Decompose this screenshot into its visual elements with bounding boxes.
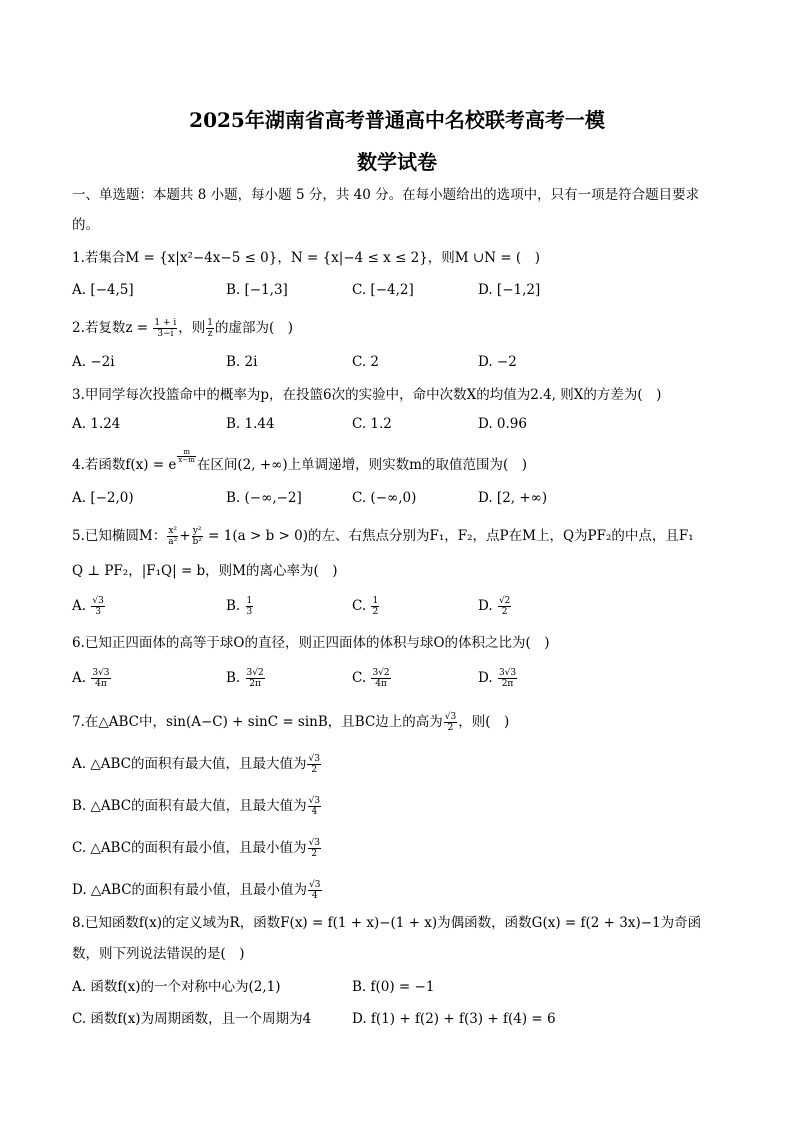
q2-option-c: C. 2 [352, 354, 380, 370]
q6-c-fraction [371, 668, 390, 689]
q7-h-den: 2 [447, 723, 454, 733]
q4-exponent [177, 449, 195, 464]
q8-option-b: B. f(0) = −1 [352, 979, 435, 995]
q6-option-b [226, 668, 266, 689]
q3-option-c: C. 1.2 [352, 416, 392, 432]
question-3-stem: 3.甲同学每次投篮命中的概率为p，在投篮6次的实验中，命中次数X的均值为2.4, 则X的方差为( ) [72, 387, 662, 403]
q2-stem-pre: 2.若复数z = [72, 320, 153, 336]
q7-a-text: A. △ABC的面积有最大值，且最大值为 [72, 756, 307, 772]
question-4-stem [72, 448, 527, 474]
question-2-stem [72, 318, 293, 339]
q3-option-d: D. 0.96 [478, 416, 527, 432]
q5-c-label: C. [352, 598, 367, 614]
q7-option-d [72, 880, 323, 901]
q4-option-d: D. [2, +∞) [478, 490, 548, 506]
q5-x-den: a² [168, 537, 178, 547]
question-6-stem: 6.已知正四面体的高等于球O的直径，则正四面体的体积与球O的体积之比为( ) [72, 635, 550, 651]
q7-stem-pre: 7.在△ABC中，sin(A−C) + sinC = sinB，且BC边上的高为 [72, 714, 443, 730]
q5-option-c [352, 596, 380, 617]
q4-option-a: A. [−2,0) [72, 490, 134, 506]
q7-b-fraction [308, 796, 321, 817]
q3-option-a: A. 1.24 [72, 416, 121, 432]
q6-d-den: 2π [501, 679, 514, 689]
q6-a-fraction [91, 668, 110, 689]
q4-exp-num: m [177, 449, 195, 457]
q2-option-a: A. −2i [72, 354, 115, 370]
q6-b-fraction [246, 668, 265, 689]
q5-d-den: 2 [501, 607, 508, 617]
q5-c-fraction [371, 596, 379, 617]
question-5-stem-cont: Q ⊥ PF₂，|F₁Q| = b，则M的离心率为( ) [72, 563, 338, 579]
q2-stem-mid: ，则 [178, 320, 206, 336]
q5-b-num: 1 [246, 596, 253, 606]
q7-height-fraction [444, 712, 457, 733]
q5-a-label: A. [72, 598, 87, 614]
q7-option-a [72, 754, 322, 775]
q4-option-b: B. (−∞,−2] [226, 490, 302, 506]
q5-y-num: y² [192, 526, 202, 536]
q7-d-num: √3 [309, 880, 321, 890]
section-heading-cont: 的。 [72, 217, 99, 233]
q4-option-c: C. (−∞,0) [352, 490, 417, 506]
q2-inverse-fraction [206, 318, 214, 339]
q6-d-fraction [498, 668, 517, 689]
q5-stem-pre: 5.已知椭圆M： [72, 528, 167, 544]
q5-option-b [226, 596, 254, 617]
section-heading: 一、单选题：本题共 8 小题，每小题 5 分，共 40 分。在每小题给出的选项中，只有一项是符合题目要求 [72, 187, 700, 203]
q7-c-den: 2 [311, 849, 318, 859]
q7-c-num: √3 [308, 838, 321, 848]
q5-x-fraction [167, 526, 178, 547]
q4-stem-pre: 4.若函数f(x) = e [72, 457, 177, 473]
q6-a-label: A. [72, 670, 87, 686]
question-8-stem-cont: 数，则下列说法错误的是( ) [72, 946, 245, 962]
q6-b-label: B. [226, 670, 241, 686]
q6-a-den: 4π [95, 679, 107, 689]
q6-b-den: 2π [249, 679, 261, 689]
q5-d-fraction [498, 596, 511, 617]
q5-option-a [72, 596, 106, 617]
q6-option-a [72, 668, 112, 689]
exam-subtitle: 数学试卷 [357, 150, 437, 174]
q4-exp-den: x−m [178, 456, 195, 464]
q2-option-b: B. 2i [226, 354, 258, 370]
q5-a-num: √3 [92, 596, 104, 606]
question-8-stem: 8.已知函数f(x)的定义域为R，函数F(x) = f(1 + x)−(1 + x)为偶函数，函数G(x) = f(2 + 3x)−1为奇函 [72, 915, 702, 931]
question-5-stem: 5.已知椭圆M： $\frac{\text{x²}}{\text{a²}}$ + $\frac{\text{y²}}{\text{b²}}$ = 1(a > b > 0)的左、右焦点分别为F₁，F₂，点P在M上，Q为PF₂的中点，且F₁ [72, 526, 694, 547]
q7-d-text: D. △ABC的面积有最小值，且最小值为 [72, 882, 308, 898]
q5-stem-post: = 1(a > b > 0)的左、右焦点分别为F₁，F₂，点P在M上，Q为PF₂的中点，且F₁ [203, 528, 694, 544]
q1-option-c: C. [−4,2] [352, 282, 414, 298]
q5-d-num: √2 [498, 596, 511, 606]
q2-frac-den: 3−i [157, 329, 174, 339]
q7-stem-post: ，则( ) [458, 714, 510, 730]
q7-d-fraction [308, 880, 321, 901]
q2-inv-num: 1 [207, 318, 213, 328]
q6-c-den: 4π [375, 679, 387, 689]
exam-title: 2025年湖南省高考普通高中名校联考高考一模 [189, 108, 605, 132]
q6-option-c [352, 668, 392, 689]
q5-b-fraction [246, 596, 254, 617]
q2-frac-num: 1 + i [154, 318, 177, 328]
q1-option-d: D. [−1,2] [478, 282, 541, 298]
q7-h-num: √3 [444, 712, 457, 722]
q6-c-label: C. [352, 670, 367, 686]
q6-c-num: 3√2 [372, 668, 390, 678]
q5-c-den: 2 [372, 607, 379, 617]
q8-option-a: A. 函数f(x)的一个对称中心为(2,1) [72, 979, 281, 995]
q1-option-a: A. [−4,5] [72, 282, 134, 298]
q5-a-fraction [91, 596, 104, 617]
q7-c-fraction [308, 838, 321, 859]
q7-option-b [72, 796, 322, 817]
q5-d-label: D. [478, 598, 493, 614]
q7-a-den: 2 [311, 765, 318, 775]
q3-option-b: B. 1.44 [226, 416, 275, 432]
q1-option-b: B. [−1,3] [226, 282, 288, 298]
q7-c-text: C. △ABC的面积有最小值，且最小值为 [72, 840, 307, 856]
q2-fraction [153, 318, 177, 339]
q4-stem-post: 在区间(2, +∞)上单调递增，则实数m的取值范围为( ) [196, 457, 527, 473]
q5-b-label: B. [226, 598, 241, 614]
q6-b-num: 3√2 [246, 668, 264, 678]
q6-d-label: D. [478, 670, 493, 686]
q5-y-den: b² [192, 537, 202, 547]
q5-b-den: 3 [246, 607, 253, 617]
q7-b-den: 4 [311, 807, 318, 817]
q2-inv-den: z [207, 329, 213, 339]
q5-y-fraction [192, 526, 203, 547]
q5-c-num: 1 [372, 596, 379, 606]
q5-a-den: 3 [95, 607, 101, 617]
q7-d-den: 4 [311, 891, 318, 901]
q7-a-fraction [307, 754, 320, 775]
q7-a-num: √3 [308, 754, 320, 764]
q2-stem-post: 的虚部为( ) [215, 320, 294, 336]
question-7-stem [72, 712, 509, 733]
q8-option-c: C. 函数f(x)为周期函数，且一个周期为4 [72, 1011, 312, 1027]
q7-b-num: √3 [308, 796, 321, 806]
q6-d-num: 3√3 [498, 668, 517, 678]
q6-a-num: 3√3 [92, 668, 110, 678]
q2-option-d: D. −2 [478, 354, 517, 370]
q7-option-c [72, 838, 322, 859]
q8-option-d: D. f(1) + f(2) + f(3) + f(4) = 6 [352, 1011, 556, 1027]
q6-option-d [478, 668, 518, 689]
question-1-stem: 1.若集合M = {x|x²−4x−5 ≤ 0}，N = {x|−4 ≤ x ≤ 2}，则M ∪N = ( ) [72, 250, 540, 266]
q7-b-text: B. △ABC的面积有最大值，且最大值为 [72, 798, 307, 814]
q5-x-num: x² [168, 526, 178, 536]
q5-option-d [478, 596, 512, 617]
